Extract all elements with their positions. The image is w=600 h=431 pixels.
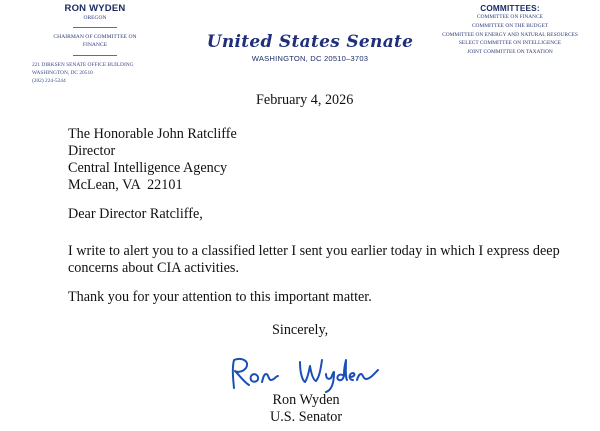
recipient-title: Director xyxy=(68,143,116,159)
chairmanship xyxy=(10,33,180,49)
handwritten-signature xyxy=(226,352,406,394)
recipient-address xyxy=(68,126,237,194)
recipient-city: McLean, VA 22101 xyxy=(68,177,183,193)
chairmanship-line: CHAIRMAN OF COMMITTEE ON xyxy=(53,34,137,40)
committee-item: COMMITTEE ON FINANCE xyxy=(477,14,543,20)
committee-item: SELECT COMMITTEE ON INTELLIGENCE xyxy=(458,40,562,47)
address-line: 221 DIRKSEN SENATE OFFICE BUILDING xyxy=(32,62,134,68)
senate-masthead xyxy=(200,32,420,63)
senator-state: OREGON xyxy=(83,15,107,21)
salutation: Dear Director Ratcliffe, xyxy=(68,206,203,222)
signer-name: Ron Wyden xyxy=(272,392,340,408)
committee-item: JOINT COMMITTEE ON TAXATION xyxy=(467,49,553,56)
office-address xyxy=(32,61,180,85)
body-paragraph: Thank you for your attention to this important matter. xyxy=(68,289,372,305)
senate-logo-text: United States Senate xyxy=(206,32,414,52)
phone-number: (202) 224-5244 xyxy=(32,78,66,84)
senator-info-block xyxy=(10,3,180,85)
chairmanship-line: FINANCE xyxy=(82,42,108,48)
letter-date: February 4, 2026 xyxy=(256,92,354,108)
divider xyxy=(73,27,117,28)
address-line: WASHINGTON, DC 20510 xyxy=(32,70,93,76)
signer-title: U.S. Senator xyxy=(270,408,343,425)
committee-item: COMMITTEE ON ENERGY AND NATURAL RESOURCES xyxy=(442,31,578,38)
closing: Sincerely, xyxy=(272,322,329,338)
committees-heading: COMMITTEES: xyxy=(480,4,540,13)
divider xyxy=(73,55,117,56)
signer-block xyxy=(270,392,342,425)
committee-item: COMMITTEE ON THE BUDGET xyxy=(471,22,549,29)
senate-address: WASHINGTON, DC 20510–3703 xyxy=(251,54,369,63)
senator-name: RON WYDEN xyxy=(64,3,126,14)
recipient-organization: Central Intelligence Agency xyxy=(68,160,228,176)
recipient-name: The Honorable John Ratcliffe xyxy=(68,126,237,142)
committees-block xyxy=(425,4,595,57)
body-paragraph: I write to alert you to a classified letter I sent you earlier today in which I express deep concerns about CIA activities. xyxy=(68,243,560,276)
